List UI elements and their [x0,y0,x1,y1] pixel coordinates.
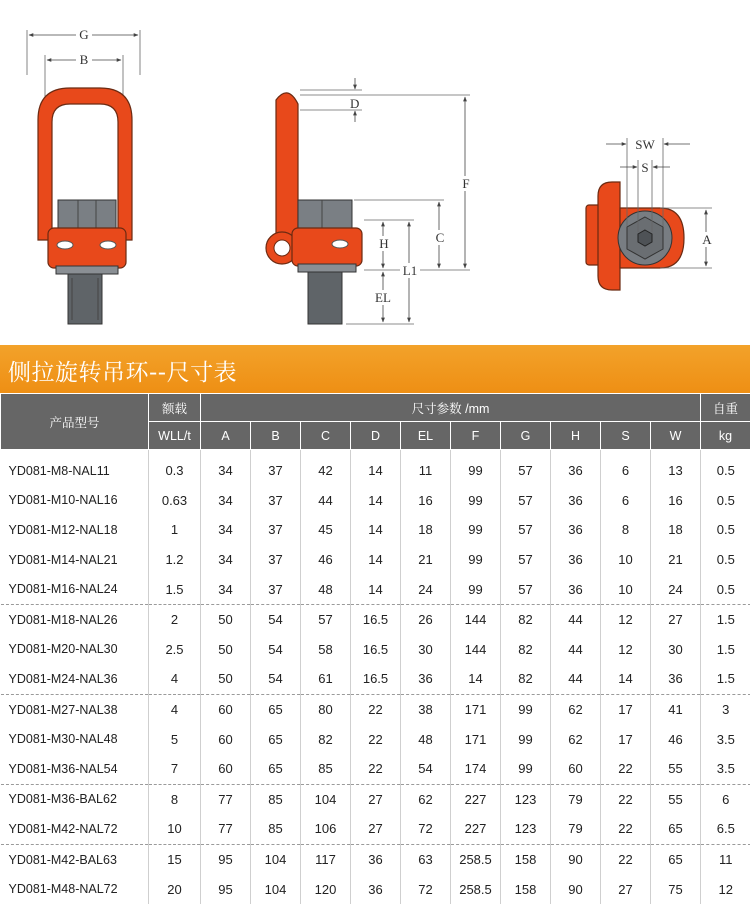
cell-model: YD081-M12-NAL18 [8,522,118,537]
cell-d: 14 [351,486,401,516]
section-banner [0,345,750,393]
cell-load: 4 [149,664,201,694]
cell-c: 57 [301,604,351,634]
cell-h: 36 [551,450,601,486]
cell-w: 24 [651,574,701,604]
cell-a: 50 [201,604,251,634]
cell-w: 55 [651,754,701,784]
cell-c: 117 [301,844,351,874]
cell-f: 144 [451,635,501,665]
dim-label-h: H [379,236,389,251]
cell-a: 60 [201,724,251,754]
cell-weight: 0.5 [701,486,750,516]
cell-weight: 0.5 [701,515,750,545]
cell-a: 34 [201,574,251,604]
table-row [1,515,750,545]
cell-s: 10 [601,545,651,575]
cell-f: 99 [451,574,501,604]
cell-el: 62 [401,784,451,814]
cell-b: 104 [251,874,301,904]
cell-el: 11 [401,450,451,486]
cell-a: 77 [201,784,251,814]
table-row [1,574,750,604]
dim-label-g: G [79,27,89,42]
cell-weight: 0.5 [701,450,750,486]
cell-h: 36 [551,545,601,575]
cell-el: 63 [401,844,451,874]
cell-load: 15 [149,844,201,874]
cell-h: 36 [551,574,601,604]
cell-c: 58 [301,635,351,665]
cell-b: 65 [251,754,301,784]
header-model: 产品型号 [1,394,149,450]
cell-b: 37 [251,486,301,516]
dim-label-a: A [702,232,712,247]
cell-d: 14 [351,515,401,545]
cell-el: 72 [401,874,451,904]
cell-d: 14 [351,574,401,604]
cell-s: 27 [601,874,651,904]
cell-d: 22 [351,724,401,754]
cell-h: 44 [551,635,601,665]
cell-h: 36 [551,515,601,545]
header-dim-el: EL [401,422,451,450]
cell-a: 34 [201,486,251,516]
cell-load: 7 [149,754,201,784]
cell-g: 57 [501,515,551,545]
cell-b: 37 [251,574,301,604]
cell-el: 18 [401,515,451,545]
cell-g: 82 [501,635,551,665]
header-weight-unit: kg [701,422,750,450]
table-row [1,635,750,665]
cell-d: 14 [351,545,401,575]
cell-d: 36 [351,844,401,874]
table-row [1,545,750,575]
cell-a: 95 [201,844,251,874]
cell-s: 22 [601,844,651,874]
cell-s: 6 [601,486,651,516]
cell-load: 1.5 [149,574,201,604]
cell-model: YD081-M27-NAL38 [8,702,118,717]
header-dim-b: B [251,422,301,450]
cell-w: 27 [651,604,701,634]
cell-b: 37 [251,515,301,545]
cell-c: 61 [301,664,351,694]
cell-model: YD081-M30-NAL48 [8,732,118,747]
table-row [1,844,750,874]
cell-el: 48 [401,724,451,754]
cell-w: 55 [651,784,701,814]
cell-d: 22 [351,694,401,724]
cell-weight: 1.5 [701,635,750,665]
cell-a: 50 [201,635,251,665]
cell-el: 54 [401,754,451,784]
cell-el: 72 [401,814,451,844]
cell-weight: 3 [701,694,750,724]
cell-h: 90 [551,844,601,874]
table-row [1,486,750,516]
cell-h: 62 [551,724,601,754]
cell-b: 85 [251,784,301,814]
cell-f: 174 [451,754,501,784]
cell-g: 99 [501,754,551,784]
cell-c: 85 [301,754,351,784]
cell-b: 65 [251,724,301,754]
table-row [1,664,750,694]
header-load: 额载 [149,394,201,422]
cell-w: 36 [651,664,701,694]
cell-weight: 3.5 [701,724,750,754]
table-row [1,874,750,904]
cell-a: 77 [201,814,251,844]
cell-d: 16.5 [351,635,401,665]
cell-model: YD081-M24-NAL36 [1,664,149,694]
header-dim-f: F [451,422,501,450]
table-row [1,784,750,814]
spec-table-body [1,450,750,904]
cell-f: 171 [451,694,501,724]
header-dim-a: A [201,422,251,450]
cell-h: 79 [551,784,601,814]
header-dim-g: G [501,422,551,450]
cell-c: 82 [301,724,351,754]
cell-f: 258.5 [451,844,501,874]
top-view-drawing [586,137,715,290]
table-row [1,814,750,844]
cell-d: 27 [351,814,401,844]
cell-w: 30 [651,635,701,665]
cell-c: 42 [301,450,351,486]
dim-label-s: S [641,160,649,175]
cell-d: 27 [351,784,401,814]
cell-w: 65 [651,814,701,844]
cell-d: 36 [351,874,401,904]
cell-s: 10 [601,574,651,604]
cell-weight: 12 [701,874,750,904]
cell-d: 22 [351,754,401,784]
cell-load: 4 [149,694,201,724]
cell-g: 57 [501,574,551,604]
cell-s: 6 [601,450,651,486]
cell-weight: 6 [701,784,750,814]
cell-c: 48 [301,574,351,604]
cell-el: 21 [401,545,451,575]
dim-label-sw: SW [635,137,655,152]
cell-weight: 6.5 [701,814,750,844]
cell-w: 46 [651,724,701,754]
cell-h: 62 [551,694,601,724]
cell-w: 18 [651,515,701,545]
cell-weight: 3.5 [701,754,750,784]
cell-model: YD081-M42-NAL72 [1,814,149,844]
cell-c: 45 [301,515,351,545]
dim-label-c: C [435,230,445,245]
cell-model: YD081-M48-NAL72 [8,882,118,897]
cell-a: 34 [201,515,251,545]
technical-drawing [0,0,750,345]
cell-b: 104 [251,844,301,874]
cell-c: 120 [301,874,351,904]
cell-g: 158 [501,844,551,874]
header-weight: 自重 [701,394,750,422]
cell-el: 36 [401,664,451,694]
dim-label-b: B [79,52,89,67]
cell-model: YD081-M20-NAL30 [8,642,118,657]
cell-b: 85 [251,814,301,844]
cell-a: 34 [201,545,251,575]
dim-label-el: EL [375,290,391,305]
cell-model: YD081-M36-NAL54 [1,754,149,784]
cell-b: 65 [251,694,301,724]
cell-f: 144 [451,604,501,634]
cell-g: 82 [501,604,551,634]
cell-model: YD081-M36-BAL62 [8,792,117,807]
table-row [1,450,750,486]
dim-label-l1: L1 [402,263,418,278]
cell-h: 44 [551,664,601,694]
cell-w: 75 [651,874,701,904]
cell-g: 82 [501,664,551,694]
cell-el: 24 [401,574,451,604]
header-dim-d: D [351,422,401,450]
header-dimensions: 尺寸参数 /mm [201,394,701,422]
cell-model: YD081-M10-NAL16 [8,493,118,508]
cell-model: YD081-M8-NAL11 [8,463,110,478]
cell-b: 54 [251,664,301,694]
cell-f: 227 [451,814,501,844]
cell-f: 14 [451,664,501,694]
cell-g: 57 [501,545,551,575]
cell-g: 123 [501,814,551,844]
cell-el: 26 [401,604,451,634]
cell-g: 99 [501,694,551,724]
cell-w: 65 [651,844,701,874]
cell-w: 16 [651,486,701,516]
cell-w: 21 [651,545,701,575]
cell-model: YD081-M42-BAL63 [8,852,117,867]
cell-el: 16 [401,486,451,516]
cell-load: 20 [149,874,201,904]
spec-table [0,393,750,904]
cell-c: 80 [301,694,351,724]
cell-load: 2.5 [149,635,201,665]
cell-load: 5 [149,724,201,754]
cell-g: 158 [501,874,551,904]
cell-el: 30 [401,635,451,665]
cell-h: 90 [551,874,601,904]
cell-weight: 11 [701,844,750,874]
table-row [1,754,750,784]
technical-drawing-area [0,0,750,345]
cell-s: 22 [601,814,651,844]
header-dim-c: C [301,422,351,450]
cell-a: 60 [201,694,251,724]
cell-load: 1 [149,515,201,545]
header-dim-w: W [651,422,701,450]
cell-c: 46 [301,545,351,575]
cell-h: 36 [551,486,601,516]
cell-s: 12 [601,635,651,665]
cell-model: YD081-M16-NAL24 [1,574,149,604]
cell-b: 54 [251,604,301,634]
cell-c: 104 [301,784,351,814]
cell-load: 1.2 [149,545,201,575]
cell-d: 14 [351,450,401,486]
cell-c: 106 [301,814,351,844]
cell-f: 99 [451,486,501,516]
cell-a: 50 [201,664,251,694]
cell-load: 8 [149,784,201,814]
cell-load: 2 [149,604,201,634]
front-view-drawing [27,27,140,324]
cell-weight: 1.5 [701,664,750,694]
cell-g: 57 [501,450,551,486]
header-dim-h: H [551,422,601,450]
cell-weight: 0.5 [701,545,750,575]
cell-s: 8 [601,515,651,545]
cell-b: 37 [251,450,301,486]
cell-f: 99 [451,545,501,575]
table-row [1,694,750,724]
cell-weight: 0.5 [701,574,750,604]
table-row [1,724,750,754]
cell-load: 0.3 [149,450,201,486]
side-view-drawing [266,78,474,324]
cell-model: YD081-M14-NAL21 [8,552,118,567]
cell-f: 227 [451,784,501,814]
cell-f: 99 [451,450,501,486]
cell-f: 171 [451,724,501,754]
cell-s: 17 [601,694,651,724]
cell-f: 99 [451,515,501,545]
cell-d: 16.5 [351,604,401,634]
cell-load: 0.63 [149,486,201,516]
cell-f: 258.5 [451,874,501,904]
cell-g: 123 [501,784,551,814]
cell-s: 14 [601,664,651,694]
banner-title: 侧拉旋转吊环--尺寸表 [8,360,238,386]
cell-el: 38 [401,694,451,724]
dim-label-d: D [350,96,360,111]
dim-label-f: F [462,176,470,191]
cell-w: 41 [651,694,701,724]
cell-s: 12 [601,604,651,634]
cell-model: YD081-M18-NAL26 [8,612,118,627]
cell-s: 17 [601,724,651,754]
cell-a: 95 [201,874,251,904]
cell-g: 57 [501,486,551,516]
header-load-unit: WLL/t [149,422,201,450]
header-dim-s: S [601,422,651,450]
cell-h: 44 [551,604,601,634]
cell-g: 99 [501,724,551,754]
cell-d: 16.5 [351,664,401,694]
cell-b: 37 [251,545,301,575]
cell-h: 60 [551,754,601,784]
cell-b: 54 [251,635,301,665]
cell-s: 22 [601,784,651,814]
cell-a: 60 [201,754,251,784]
cell-load: 10 [149,814,201,844]
cell-a: 34 [201,450,251,486]
cell-h: 79 [551,814,601,844]
cell-c: 44 [301,486,351,516]
table-row [1,604,750,634]
cell-w: 13 [651,450,701,486]
cell-s: 22 [601,754,651,784]
cell-weight: 1.5 [701,604,750,634]
